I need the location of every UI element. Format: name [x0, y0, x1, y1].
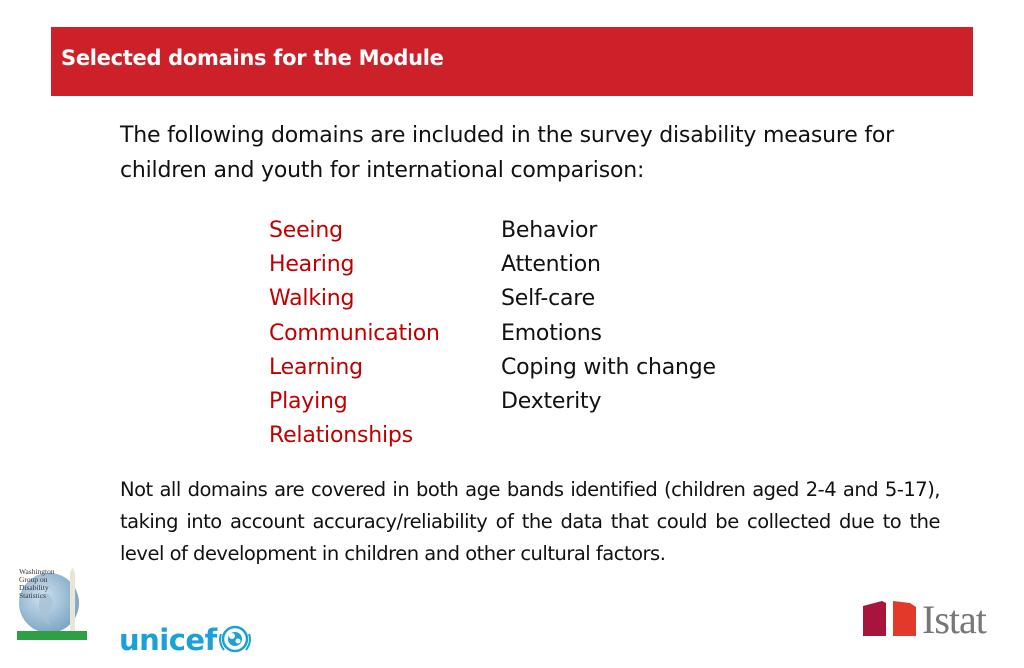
istat-logo: [862, 597, 986, 642]
istat-emblem-icon: [862, 600, 918, 638]
domain-item: Playing: [269, 389, 348, 415]
slide-title-bar: [51, 27, 973, 96]
domain-item: Relationships: [269, 423, 413, 449]
domain-list-left: [269, 214, 440, 453]
unicef-logo: [119, 622, 252, 658]
svg-text:Group on: Group on: [19, 575, 48, 584]
svg-text:Statistics: Statistics: [19, 591, 47, 600]
washington-group-logo: [17, 565, 87, 645]
domain-item: Emotions: [501, 320, 602, 346]
domain-list-right: [501, 214, 716, 419]
domain-item: Seeing: [269, 218, 343, 243]
unicef-emblem-icon: [218, 624, 252, 656]
note-paragraph: Not all domains are covered in both age bands identified (children aged 2-4 and 5-17), taking into account accuracy/reliability of the data that could be collected due to the level of development in children and other cultural factors.: [120, 478, 940, 566]
domain-item: Dexterity: [501, 389, 602, 415]
istat-wordmark: Istat: [922, 597, 986, 642]
intro-paragraph: The following domains are included in the survey disability measure for children and youth for international comparison:: [120, 123, 895, 183]
domain-item: Attention: [501, 252, 601, 278]
slide-title: Selected domains for the Module: [61, 46, 444, 70]
domain-item: Walking: [269, 286, 355, 312]
domain-item: Communication: [269, 320, 440, 346]
domain-item: Hearing: [269, 252, 355, 278]
domain-item: Learning: [269, 354, 363, 380]
unicef-wordmark: unicef: [119, 623, 217, 657]
domain-item: Coping with change: [501, 354, 716, 380]
domain-item: Self-care: [501, 286, 595, 312]
domain-item: Behavior: [501, 218, 598, 243]
svg-text:Washington: Washington: [19, 567, 55, 576]
svg-text:Disability: Disability: [19, 583, 49, 592]
washington-group-globe-icon: [17, 565, 87, 645]
